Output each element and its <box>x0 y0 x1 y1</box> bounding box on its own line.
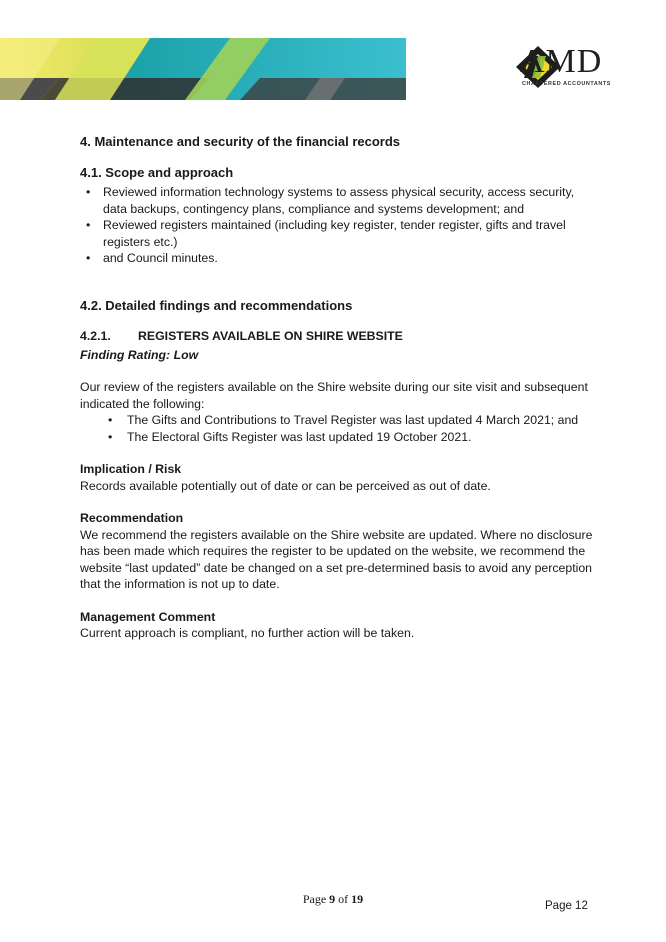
management-comment-text: Current approach is compliant, no further action will be taken. <box>80 626 415 640</box>
document-body <box>80 132 600 642</box>
list-item: • The Electoral Gifts Register was last updated 19 October 2021. <box>104 429 600 446</box>
finding-title: REGISTERS AVAILABLE ON SHIRE WEBSITE <box>138 328 403 343</box>
page-of: of <box>338 892 349 906</box>
finding-bullet-list <box>104 412 600 445</box>
scope-bullet-list <box>80 184 600 267</box>
list-item: • Reviewed registers maintained (including key register, tender register, gifts and travel registers etc.) <box>80 217 600 250</box>
findings-heading: 4.2. Detailed findings and recommendations <box>80 297 353 313</box>
implication-label: Implication / Risk <box>80 462 182 476</box>
list-item: • The Gifts and Contributions to Travel Register was last updated 4 March 2021; and <box>104 412 600 429</box>
page-total: 19 <box>351 892 364 906</box>
implication-text: Records available potentially out of date or can be perceived as out of date. <box>80 478 491 493</box>
finding-heading <box>80 327 600 345</box>
page-current: 9 <box>329 892 336 906</box>
page-label: Page 12 <box>545 900 588 912</box>
finding-rating: Finding Rating: Low <box>80 347 199 362</box>
list-item: • Reviewed information technology systems to assess physical security, access security, data backups, contingency plans, compliance and systems development; and <box>80 184 600 217</box>
finding-number: 4.2.1. <box>80 328 111 343</box>
scope-heading: 4.1. Scope and approach <box>80 165 234 180</box>
list-item: • and Council minutes. <box>80 250 600 267</box>
section-title: 4. Maintenance and security of the financial records <box>80 134 401 149</box>
recommendation-text: We recommend the registers available on the Shire website are updated. Where no disclosure has been made which requires the register to be updated on the website, we recommend the website “last updated” date be changed on a set pre-determined basis to avoid any perception that the information is not up to date. <box>80 527 593 591</box>
finding-intro: Our review of the registers available on the Shire website during our site visit and subsequent indicated the following: <box>80 380 588 411</box>
logo-wordmark: AMD <box>520 43 603 80</box>
page-word: Page <box>302 892 327 906</box>
logo-tagline: CHARTERED ACCOUNTANTS <box>522 81 611 87</box>
management-comment-label: Management Comment <box>80 609 216 624</box>
recommendation-label: Recommendation <box>80 511 184 525</box>
header-banner <box>0 38 406 100</box>
